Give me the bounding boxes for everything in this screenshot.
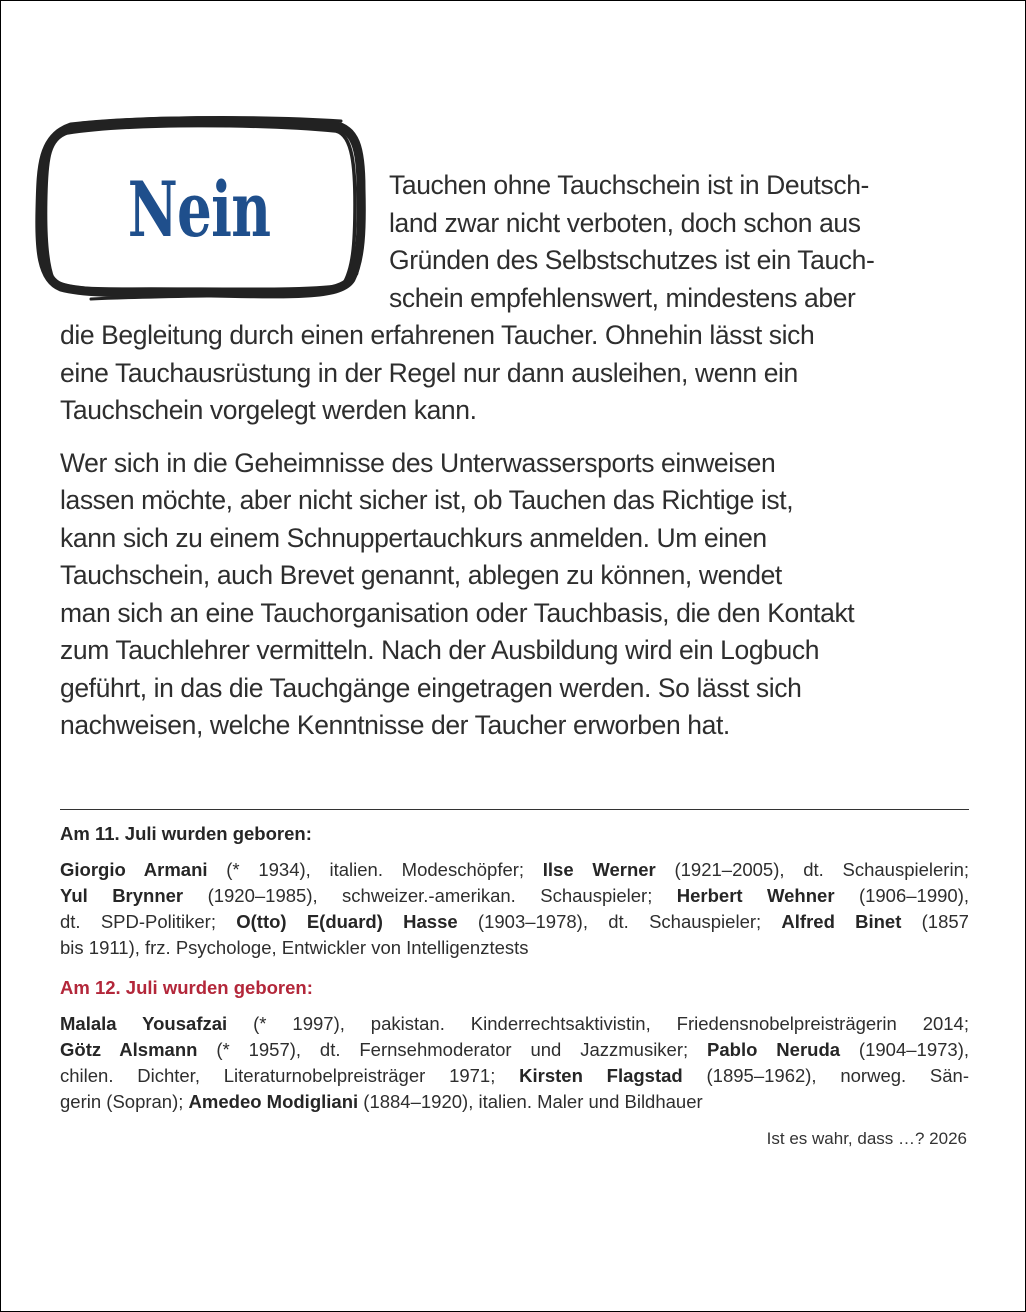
- text-line: eine Tauchausrüstung in der Regel nur dann ausleihen, wenn ein: [60, 357, 798, 388]
- person-name: Herbert Wehner: [676, 885, 835, 906]
- text-line: kann sich zu einem Schnuppertauchkurs anmelden. Um einen: [60, 522, 767, 553]
- births-heading: Am 12. Juli wurden geboren:: [60, 977, 313, 998]
- person-name: Kirsten Flagstad: [519, 1065, 683, 1086]
- text-line: Tauchen ohne Tauchschein ist in Deutsch-: [389, 170, 869, 200]
- text-line: Tauchschein, auch Brevet genannt, ablegen zu können, wendet: [60, 560, 782, 590]
- births-line: Giorgio Armani (* 1934), italien. Modeschöpfer; Ilse Werner (1921–2005), dt. Schauspielerin;: [60, 859, 970, 880]
- text-line: zum Tauchlehrer vermitteln. Nach der Ausbildung wird ein Logbuch: [60, 635, 820, 665]
- text-line: Gründen des Selbstschutzes ist ein Tauch-: [389, 245, 875, 275]
- births-list: [60, 1011, 969, 1115]
- births-line: Götz Alsmann (* 1957), dt. Fernsehmoderator und Jazzmusiker; Pablo Neruda (1904–1973),: [60, 1039, 969, 1060]
- text-line: Wer sich in die Geheimnisse des Unterwassersports einweisen: [60, 447, 776, 478]
- article-paragraph-2: [60, 445, 970, 745]
- births-list: [60, 857, 969, 961]
- births-line: dt. SPD-Politiker; O(tto) E(duard) Hasse (1903–1978), dt. Schauspieler; Alfred Binet (1857: [60, 911, 969, 932]
- person-name: Ilse Werner: [542, 859, 656, 880]
- text-line: die Begleitung durch einen erfahrenen Taucher. Ohnehin lässt sich: [60, 320, 815, 350]
- person-name: O(tto) E(duard) Hasse: [236, 911, 458, 932]
- footer-credit: Ist es wahr, dass …? 2026: [766, 1129, 967, 1148]
- section-divider: [60, 809, 969, 810]
- births-july-11: [60, 821, 969, 961]
- person-name: Pablo Neruda: [707, 1039, 841, 1060]
- answer-word: Nein: [127, 164, 271, 254]
- text-line: Tauchschein vorgelegt werden kann.: [60, 395, 477, 425]
- person-name: Malala Yousafzai: [60, 1013, 228, 1034]
- births-line: chilen. Dichter, Literaturnobelpreisträger 1971; Kirsten Flagstad (1895–1962), norweg. Sän-: [60, 1065, 970, 1086]
- births-line: Malala Yousafzai (* 1997), pakistan. Kinderrechtsaktivistin, Friedensnobelpreisträgerin 2014;: [60, 1013, 969, 1034]
- text-line: nachweisen, welche Kenntnisse der Taucher erworben hat.: [60, 710, 730, 740]
- person-name: Götz Alsmann: [60, 1039, 198, 1060]
- births-line: bis 1911), frz. Psychologe, Entwickler von Intelligenztests: [60, 937, 529, 958]
- person-name: Yul Brynner: [60, 885, 184, 906]
- births-heading: Am 11. Juli wurden geboren:: [60, 823, 312, 844]
- births-line: Yul Brynner (1920–1985), schweizer.-amerikan. Schauspieler; Herbert Wehner (1906–1990),: [60, 885, 970, 906]
- text-line: land zwar nicht verboten, doch schon aus: [389, 207, 861, 238]
- text-line: geführt, in das die Tauchgänge eingetragen werden. So lässt sich: [60, 672, 802, 703]
- person-name: Alfred Binet: [781, 911, 902, 932]
- text-line: schein empfehlenswert, mindestens aber: [389, 282, 856, 313]
- article-body: [60, 167, 970, 745]
- person-name: Giorgio Armani: [60, 859, 208, 880]
- text-line: lassen möchte, aber nicht sicher ist, ob Tauchen das Richtige ist,: [60, 485, 794, 515]
- text-line: man sich an eine Tauchorganisation oder Tauchbasis, die den Kontakt: [60, 597, 855, 628]
- births-july-12: [60, 975, 969, 1115]
- person-name: Amedeo Modigliani: [188, 1091, 359, 1112]
- births-line: gerin (Sopran); Amedeo Modigliani (1884–1920), italien. Maler und Bildhauer: [60, 1091, 703, 1112]
